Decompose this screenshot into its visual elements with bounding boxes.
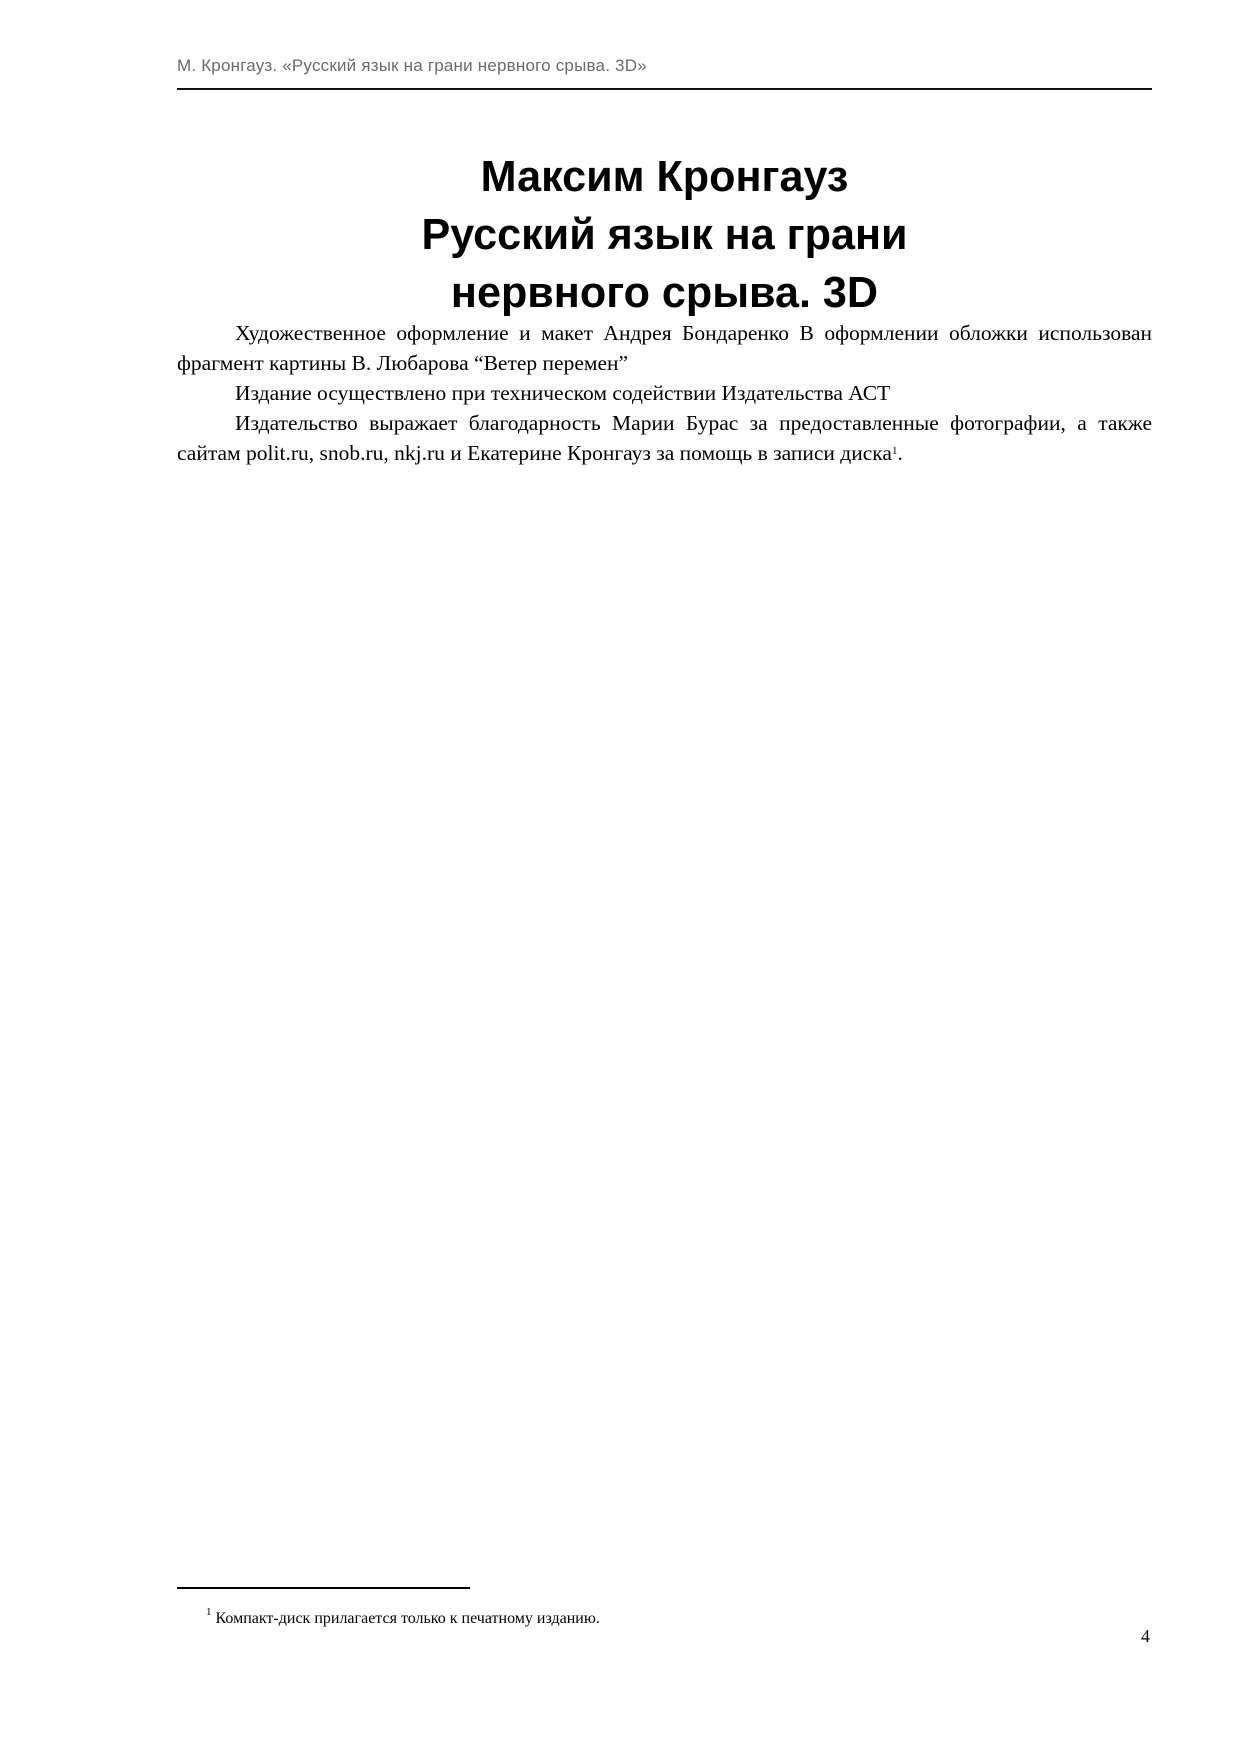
title-line-2: Русский язык на грани xyxy=(421,210,908,259)
title-line-3: нервного срыва. 3D xyxy=(450,268,879,317)
page-title xyxy=(177,148,1152,322)
footnote-rule xyxy=(177,1587,470,1589)
header-rule xyxy=(177,88,1152,90)
page-number: 4 xyxy=(1141,1626,1150,1646)
paragraph-publisher: Издание осуществлено при техническом содействии Издательства АСТ xyxy=(235,381,891,405)
body-text xyxy=(177,318,1152,468)
footnote-marker: 1 xyxy=(206,1606,212,1618)
acknowledgements-text: Издательство выражает благодарность Марии Бурас за предоставленные фотографии, а также сайтам polit.ru, snob.ru, nkj.ru и Екатерине Кронгауз за помощь в записи диска xyxy=(177,411,1152,465)
footnote-text: Компакт-диск прилагается только к печатному изданию. xyxy=(215,1610,600,1627)
footnote xyxy=(206,1606,600,1628)
paragraph-acknowledgements xyxy=(177,408,1152,468)
paragraph-design-credits: Художественное оформление и макет Андрея Бондаренко В оформлении обложки использован фрагмент картины В. Любарова “Ветер перемен” xyxy=(177,321,1152,375)
running-header: М. Кронгауз. «Русский язык на грани нервного срыва. 3D» xyxy=(177,56,647,75)
title-line-author: Максим Кронгауз xyxy=(480,152,849,201)
paragraph-end: . xyxy=(897,441,903,465)
footnote-ref[interactable]: 1 xyxy=(891,445,898,457)
